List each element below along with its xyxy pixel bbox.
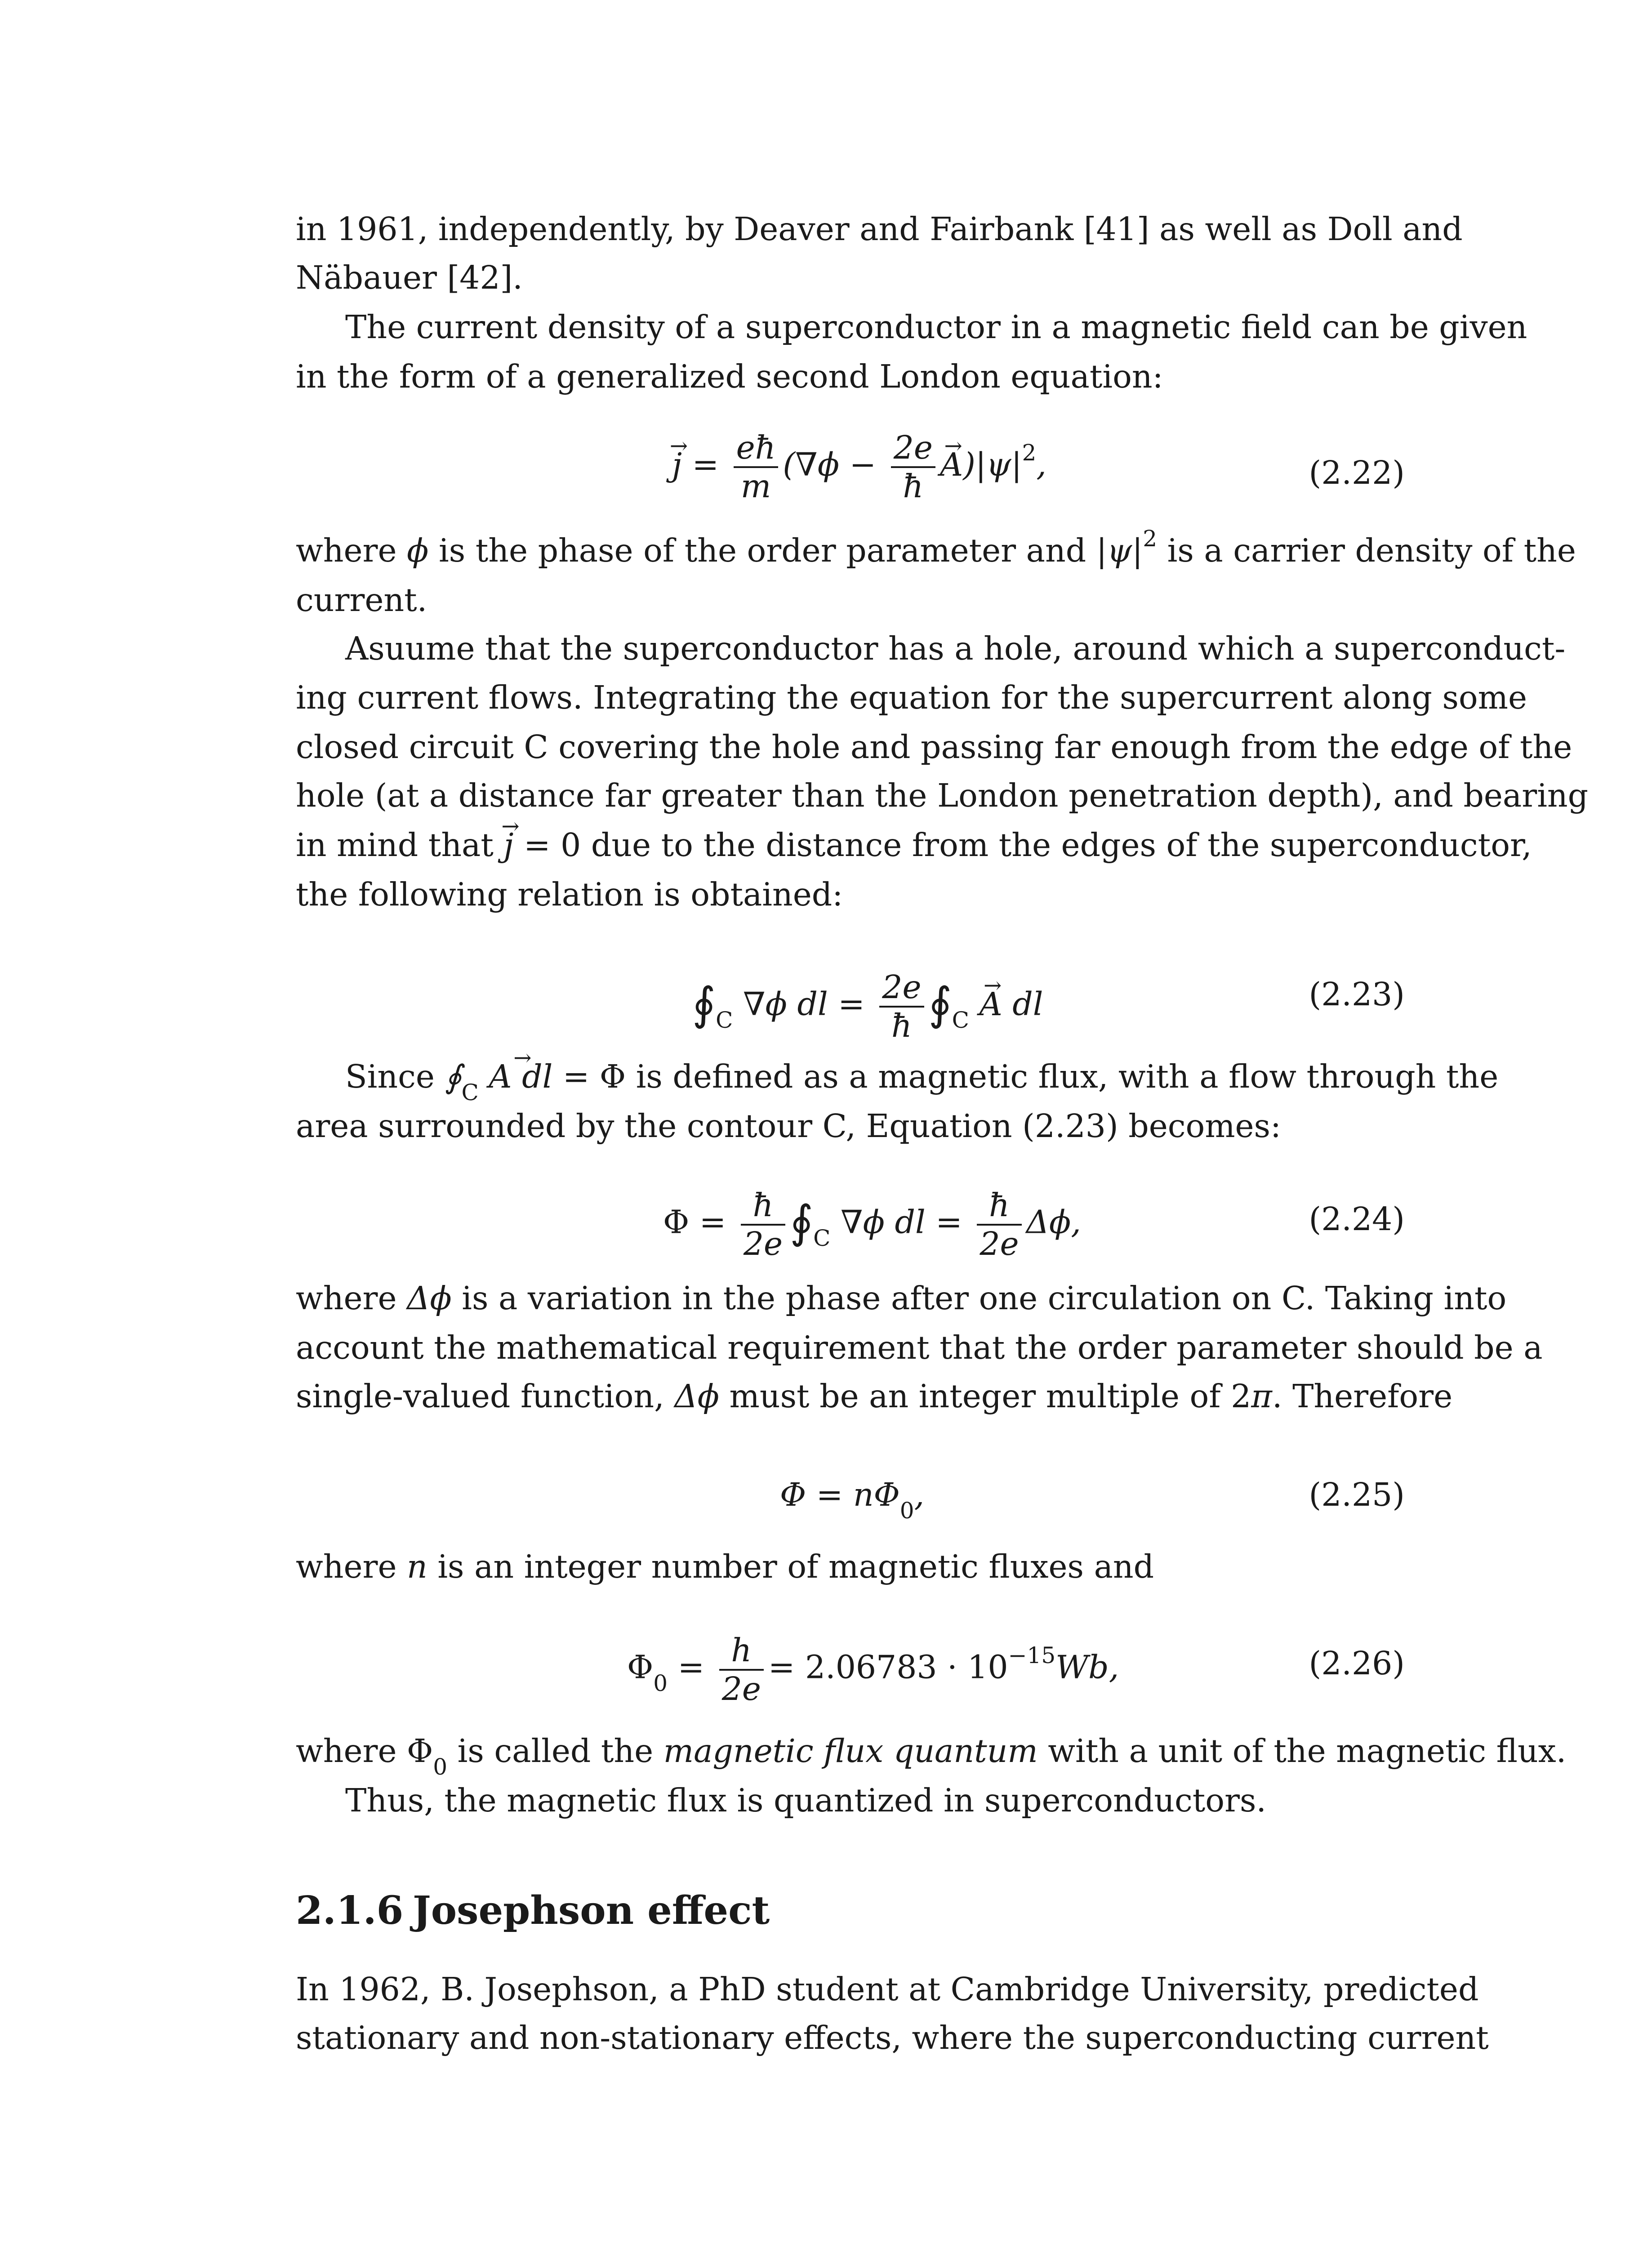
equation-term: dl — [1002, 985, 1043, 1023]
equation-term: , — [1036, 446, 1046, 483]
section-title: Josephson effect — [413, 1888, 770, 1933]
vector-A: → A dl — [489, 1054, 552, 1099]
equation-number: (2.23) — [1309, 976, 1405, 1013]
contour-integral-icon: ∮ — [790, 1195, 814, 1248]
text-span: where — [296, 1280, 407, 1317]
vector-j: → j — [672, 442, 682, 487]
contour-integral-icon: ∮ — [692, 977, 716, 1030]
math-symbol: n — [407, 1548, 427, 1585]
contour-integral-icon: ∮ — [445, 1058, 462, 1095]
text-span: with a unit of the magnetic flux. — [1038, 1732, 1567, 1770]
text-line: hole (at a distance far greater than the London penetration depth), and bearing — [296, 777, 1589, 814]
numerator: 2e — [891, 429, 935, 468]
text-span: where — [296, 532, 407, 569]
subscript: C — [952, 1007, 969, 1033]
equation-term: ∇ϕ dl = — [841, 1203, 962, 1241]
equation-term: Δϕ, — [1026, 1203, 1081, 1241]
emphasis-term: magnetic flux quantum — [663, 1732, 1038, 1770]
section-heading — [296, 1886, 770, 1936]
equation-term: Wb, — [1055, 1648, 1119, 1686]
denominator: m — [740, 468, 771, 505]
text-span: = Φ — [552, 1058, 626, 1095]
vector-A: → A — [979, 982, 1002, 1027]
denominator: 2e — [980, 1225, 1019, 1262]
fraction — [719, 1632, 764, 1708]
text-span: in mind that — [296, 826, 504, 864]
math-symbol: Δϕ — [674, 1378, 719, 1415]
equation-term: , — [914, 1476, 925, 1513]
equation-term: ∇ϕ dl = — [743, 985, 865, 1023]
text-line: in the form of a generalized second London equation: — [296, 358, 1163, 395]
superscript: 2 — [1022, 439, 1037, 466]
fraction — [977, 1187, 1021, 1262]
text-line — [296, 526, 1576, 573]
text-span: = 0 due to the distance from the edges of the superconductor, — [513, 826, 1532, 864]
text-span: . Therefore — [1272, 1378, 1453, 1415]
denominator: ħ — [903, 468, 924, 505]
text-span: is a carrier density of the — [1157, 532, 1576, 569]
text-line: the following relation is obtained: — [296, 876, 843, 913]
equation-2-24 — [663, 1187, 1081, 1262]
equation-term: (∇ϕ − — [783, 446, 877, 483]
subscript: 0 — [653, 1670, 668, 1696]
math-symbol: ϕ — [407, 532, 429, 569]
vector-j: → j — [503, 823, 513, 868]
text-line: ing current flows. Integrating the equation for the supercurrent along some — [296, 679, 1527, 716]
section-number: 2.1.6 — [296, 1888, 404, 1933]
equation-number: (2.26) — [1309, 1645, 1405, 1682]
equation-2-23 — [692, 969, 1043, 1044]
numerator: 2e — [879, 969, 924, 1008]
text-line — [345, 1054, 1499, 1106]
text-line — [296, 1544, 1405, 1589]
text-line — [296, 1729, 1567, 1780]
equation-number: (2.24) — [1309, 1200, 1405, 1238]
superscript: 2 — [1143, 526, 1158, 552]
text-span: must be an integer multiple of 2 — [719, 1378, 1251, 1415]
text-line — [296, 823, 1532, 868]
fraction — [891, 429, 935, 505]
superscript: −15 — [1008, 1642, 1056, 1668]
vector-A: → A — [940, 442, 963, 487]
text-line: The current density of a superconductor in a magnetic field can be given — [345, 308, 1527, 346]
subscript: 0 — [899, 1498, 914, 1524]
text-span: Since — [345, 1058, 445, 1095]
equation-number: (2.25) — [1309, 1476, 1405, 1513]
subscript: C — [813, 1225, 831, 1251]
numerator: h — [719, 1632, 764, 1671]
text-line: stationary and non-stationary effects, where the superconducting current — [296, 2019, 1489, 2056]
subscript: C — [716, 1007, 733, 1033]
math-symbol: |ψ| — [1096, 532, 1143, 569]
denominator: ħ — [891, 1007, 912, 1044]
fraction — [879, 969, 924, 1044]
equals-sign: = — [692, 446, 719, 483]
text-line — [296, 1374, 1453, 1419]
subscript: 0 — [433, 1754, 448, 1780]
text-span: where — [296, 1732, 407, 1770]
text-line: account the mathematical requirement that the order parameter should be a — [296, 1329, 1543, 1366]
text-line — [296, 1276, 1507, 1321]
numerator: eħ — [734, 429, 779, 468]
math-symbol: Δϕ — [407, 1280, 452, 1317]
text-line: Asuume that the superconductor has a hole, around which a superconduct- — [345, 630, 1566, 667]
text-line: Thus, the magnetic flux is quantized in superconductors. — [345, 1782, 1266, 1819]
equation-number: (2.22) — [1309, 454, 1405, 491]
equation-term: Φ = — [663, 1203, 726, 1241]
text-line: area surrounded by the contour C, Equation (2.23) becomes: — [296, 1107, 1281, 1145]
equation-term: Φ = nΦ — [780, 1476, 900, 1513]
equation-2-25 — [780, 1472, 925, 1524]
text-span: is a variation in the phase after one circulation on C. Taking into — [451, 1280, 1507, 1317]
numerator: ħ — [977, 1187, 1021, 1226]
text-line: closed circuit C covering the hole and passing far enough from the edge of the — [296, 728, 1572, 766]
text-line: in 1961, independently, by Deaver and Fairbank [41] as well as Doll and — [296, 210, 1463, 248]
text-line: Näbauer [42]. — [296, 259, 523, 296]
text-line: In 1962, B. Josephson, a PhD student at Cambridge University, predicted — [296, 1971, 1479, 2008]
equation-term: Φ — [627, 1648, 654, 1686]
text-span: where — [296, 1548, 407, 1585]
denominator: 2e — [721, 1670, 761, 1708]
equation-term: )|ψ| — [963, 446, 1022, 483]
denominator: 2e — [743, 1225, 783, 1262]
equation-term: = 2.06783 · 10 — [768, 1648, 1008, 1686]
equals-sign: = — [677, 1648, 705, 1686]
text-span: is called the — [447, 1732, 663, 1770]
text-line: current. — [296, 581, 427, 619]
text-span: is defined as a magnetic flux, with a flow through the — [626, 1058, 1499, 1095]
subscript: C — [461, 1079, 479, 1106]
math-symbol: π — [1251, 1378, 1272, 1415]
text-span: is an integer number of magnetic fluxes and — [427, 1548, 1154, 1585]
numerator: ħ — [741, 1187, 785, 1226]
text-span: single-valued function, — [296, 1378, 675, 1415]
equation-2-22 — [672, 429, 1046, 505]
math-symbol: Φ — [407, 1732, 433, 1770]
fraction — [734, 429, 779, 505]
equation-2-26 — [627, 1632, 1119, 1708]
text-span: is the phase of the order parameter and — [428, 532, 1096, 569]
fraction — [741, 1187, 785, 1262]
contour-integral-icon: ∮ — [928, 977, 952, 1030]
